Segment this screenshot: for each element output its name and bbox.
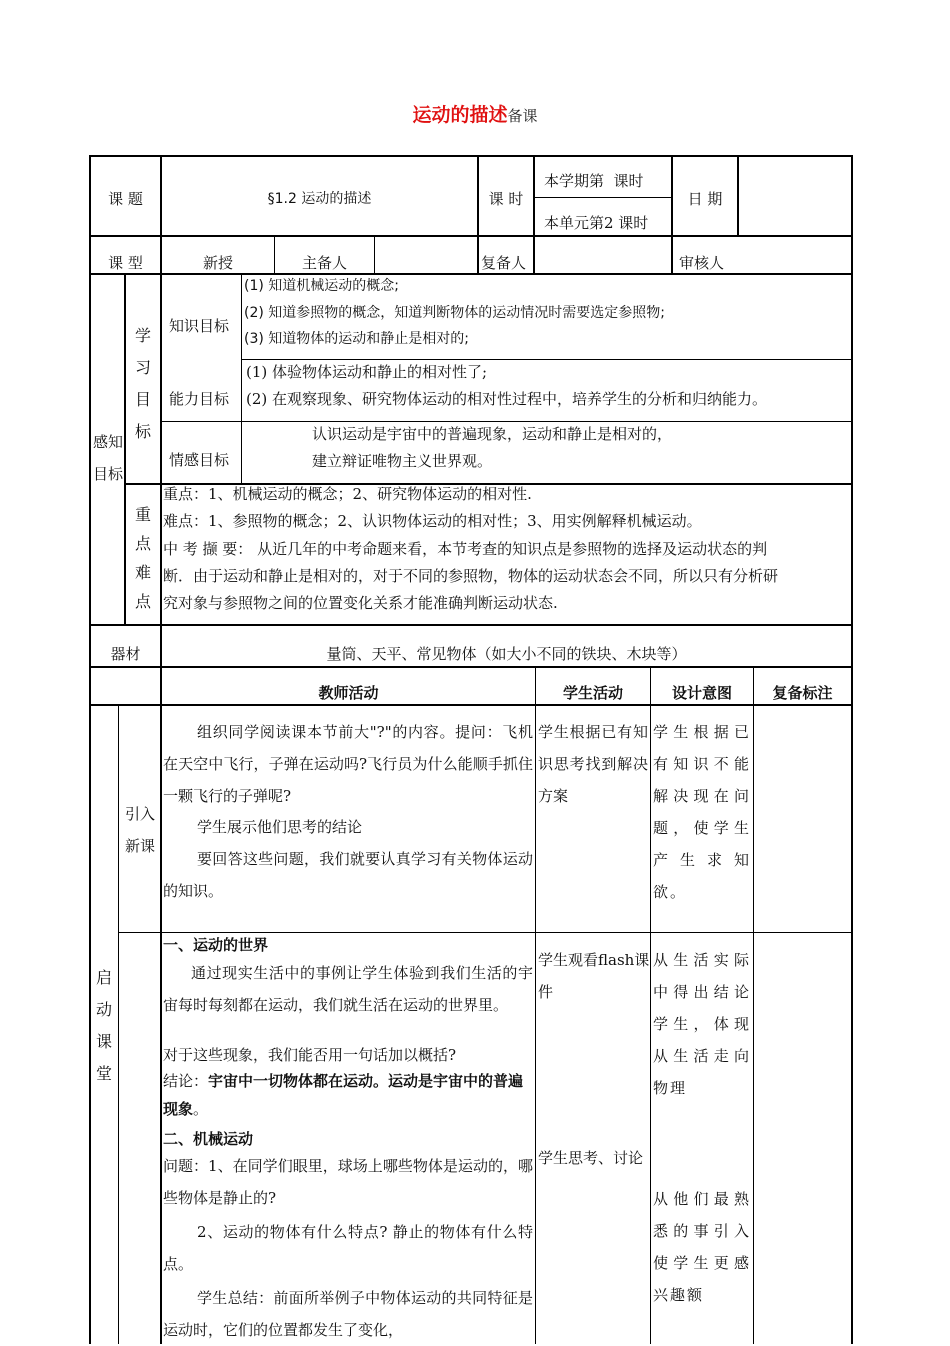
date-label: 日 期 (687, 190, 723, 208)
student-activity-header: 学生活动 (562, 684, 623, 702)
main-teacher-p4: 问题：1、在同学们眼里，球场上哪些物体是运动的，哪些物体是静止的? (163, 1157, 533, 1207)
emotion-item-1: 认识运动是宇宙中的普遍现象，运动和静止是相对的， (312, 425, 673, 443)
col-line (374, 235, 375, 275)
main-teacher-p5: 2、运动的物体有什么特点? 静止的物体有什么特点。 (163, 1223, 533, 1273)
col-line (160, 273, 162, 626)
emotion-label: 情感目标 (169, 451, 230, 469)
knowledge-item-3: (3) 知道物体的运动和静止是相对的; (244, 331, 469, 347)
col-line (118, 704, 119, 1344)
row-line (241, 359, 853, 360)
section-heading-1: 一、运动的世界 (163, 936, 269, 954)
hours-label: 课 时 (488, 190, 524, 208)
conclusion-prefix: 结论： (163, 1072, 209, 1090)
hours-line-2: 本单元第2 课时 (544, 214, 649, 232)
keypoint-line-4: 断．由于运动和静止是相对的，对于不同的参照物，物体的运动状态会不同，所以只有分析研 (163, 567, 779, 585)
main-student-1: 学生观看flash课件 (538, 951, 650, 1001)
goals-section-label: 感知目标 (92, 433, 123, 483)
equipment-label: 器材 (110, 645, 141, 663)
ability-item-2: (2) 在观察现象、研究物体运动的相对性过程中，培养学生的分析和归纳能力。 (246, 390, 768, 408)
col-line (89, 704, 91, 1344)
hours-line-1: 本学期第 课时 (544, 172, 644, 190)
intro-label: 引入新课 (124, 805, 155, 855)
keypoint-label: 重点难点 (134, 505, 151, 611)
knowledge-item-1: (1) 知道机械运动的概念; (244, 278, 399, 294)
col-line (650, 666, 651, 1344)
conclusion-bold: 宇宙中一切物体都在运动。运动是宇宙中的普遍现象 (163, 1072, 524, 1118)
review-note-header: 复备标注 (772, 684, 833, 702)
main-prep-label: 主备人 (301, 254, 347, 272)
col-line (851, 155, 853, 1344)
row-line (89, 666, 853, 668)
knowledge-label: 知识目标 (169, 317, 230, 335)
col-line (671, 155, 673, 275)
ability-item-1: (1) 体验物体运动和静止的相对性了; (246, 363, 488, 381)
re-prep-label: 复备人 (481, 254, 527, 272)
topic-value: §1.2 运动的描述 (267, 191, 372, 207)
col-line (241, 273, 242, 484)
topic-label: 课 题 (108, 190, 143, 208)
col-line (535, 666, 536, 1344)
keypoint-line-3: 中 考 撷 要： 从近几年的中考命题来看，本节考查的知识点是参照物的选择及运动状态的判 (163, 540, 768, 558)
col-line (753, 666, 754, 1344)
intro-design: 学生根据已有知识不能解决现在问题，使学生产生求知欲。 (653, 723, 751, 901)
intro-teacher-p3: 要回答这些问题，我们就要认真学习有关物体运动的知识。 (163, 850, 533, 900)
learning-goals-label: 学习目标 (134, 326, 151, 441)
main-design-2: 从他们最熟悉的事引入使学生更感兴趣额 (653, 1190, 751, 1304)
row-line (161, 421, 853, 422)
type-value: 新授 (202, 254, 233, 272)
emotion-item-2: 建立辩证唯物主义世界观。 (312, 452, 493, 470)
main-teacher-p3 (163, 1067, 533, 1123)
title-sub: 备课 (507, 107, 538, 125)
col-line (477, 155, 479, 275)
col-line (737, 155, 739, 237)
teacher-activity-header: 教师活动 (318, 684, 379, 702)
row-line (534, 197, 672, 198)
row-line (89, 624, 853, 626)
row-line (89, 704, 853, 706)
main-teacher-p6: 学生总结：前面所举例子中物体运动的共同特征是运动时，它们的位置都发生了变化， (163, 1289, 533, 1339)
document-title (0, 100, 950, 127)
row-line (118, 932, 853, 933)
intro-teacher-p2: 学生展示他们思考的结论 (197, 818, 363, 836)
conclusion-end: 。 (193, 1100, 209, 1118)
main-teacher-p1: 通过现实生活中的事例让学生体验到我们生活的宇宙每时每刻都在运动，我们就生活在运动的世界里。 (163, 964, 533, 1014)
title-main: 运动的描述 (412, 104, 508, 126)
reviewer-label: 审核人 (679, 254, 725, 272)
keypoint-line-5: 究对象与参照物之间的位置变化关系才能准确判断运动状态. (163, 594, 558, 612)
main-design-1: 从生活实际中得出结论学生，体现从生活走向物理 (653, 951, 751, 1097)
phase-label: 启动课堂 (95, 968, 112, 1083)
design-intent-header: 设计意图 (671, 684, 732, 702)
row-line (89, 273, 853, 275)
intro-teacher-p1: 组织同学阅读课本节前大"?"的内容。提问：飞机在天空中飞行，子弹在运动吗?飞行员为什么能顺手抓住一颗飞行的子弹呢? (163, 723, 533, 805)
equipment-value: 量筒、天平、常见物体（如大小不同的铁块、木块等） (326, 645, 687, 663)
keypoint-line-1: 重点：1、机械运动的概念；2、研究物体运动的相对性. (163, 485, 532, 503)
col-line (160, 624, 162, 1344)
ability-label: 能力目标 (169, 390, 230, 408)
main-student-2: 学生思考、讨论 (538, 1149, 644, 1167)
intro-student: 学生根据已有知识思考找到解决方案 (538, 723, 648, 805)
type-label: 课 型 (108, 254, 143, 272)
keypoint-line-2: 难点：1、参照物的概念；2、认识物体运动的相对性；3、用实例解释机械运动。 (163, 512, 702, 530)
col-line (533, 155, 535, 275)
section-heading-2: 二、机械运动 (163, 1130, 254, 1148)
knowledge-item-2: (2) 知道参照物的概念，知道判断物体的运动情况时需要选定参照物; (244, 305, 665, 321)
main-teacher-p2: 对于这些现象，我们能否用一句话加以概括? (163, 1046, 457, 1064)
